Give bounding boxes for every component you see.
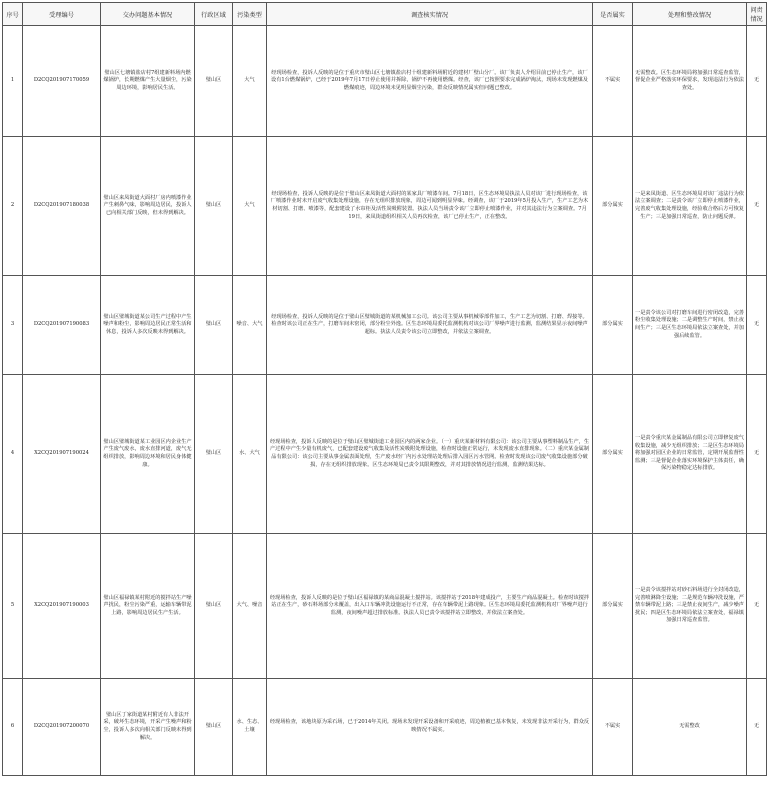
cell-district: 璧山区 [195, 375, 233, 534]
table-header-row [3, 3, 767, 26]
cell-accountability: 无 [747, 137, 767, 276]
table-row [3, 276, 767, 375]
cell-handling: 一是来凤街道、区生态环境局对该厂违法行为依法立案调查；二是责令该厂立即停止喷漆作业，完善废气收集处理设施，经验收合格后方可恢复生产；三是加强日常巡查，防止问题反弹。 [633, 137, 747, 276]
cell-accountability: 无 [747, 276, 767, 375]
cell-index: 4 [3, 375, 23, 534]
cell-handling: 一是责令该公司对打磨车间进行密闭改造，完善粉尘收集处理设施；二是调整生产时间，禁止夜间生产；三是区生态环境局依法立案查处，并加强后续监管。 [633, 276, 747, 375]
cell-index: 5 [3, 534, 23, 679]
table-row [3, 375, 767, 534]
cell-investigation: 经现场检查，投诉人反映的是位于璧山区璧城街道的某机械加工公司。该公司主要从事机械零部件加工，生产工艺为切割、打磨、焊接等。检查时该公司正在生产，打磨车间未密闭，部分粉尘外逸。区生态环境局委托监测机构对该公司厂界噪声进行监测，监测结果显示夜间噪声超标。执法人员责令该公司立即整改，并依法立案调查。 [267, 276, 593, 375]
cell-index: 6 [3, 679, 23, 776]
cell-issue: 璧山区璧城街道某工业园区内企业生产产生废气废水，废水直排河道，废气无组织排放，影响周边环境和居民身体健康。 [101, 375, 195, 534]
cell-accountability: 无 [747, 375, 767, 534]
table-row [3, 26, 767, 137]
cell-handling: 一是责令该搅拌站对砂石料场进行全封闭改造，完善喷淋降尘设施；二是规范车辆冲洗设施，严禁车辆带泥上路；三是禁止夜间生产，减少噪声扰民；四是区生态环境局依法立案查处，福禄镇加强日常巡查监管。 [633, 534, 747, 679]
cell-accountability: 无 [747, 26, 767, 137]
header-id: 受理编号 [23, 3, 101, 26]
cell-pollution: 水、生态、土壤 [233, 679, 267, 776]
header-accountability: 问责情况 [747, 3, 767, 26]
cell-pollution: 大气、噪音 [233, 534, 267, 679]
table-row [3, 679, 767, 776]
header-pollution: 污染类型 [233, 3, 267, 26]
cell-district: 璧山区 [195, 679, 233, 776]
cell-id: D2CQ201907180038 [23, 137, 101, 276]
header-investigation: 调查核实情况 [267, 3, 593, 26]
cell-district: 璧山区 [195, 276, 233, 375]
cell-investigation: 经现场检查，投诉人反映的是位于璧山区璧城街道工业园区内的两家企业。（一）重庆某新材料有限公司：该公司主要从事塑料制品生产，生产过程中产生少量有机废气，已配套建设废气收集及活性炭吸附处理设施，检查时设施正常运行，未发现废水直排现象。（二）重庆某金属制品有限公司：该公司主要从事金属表面处理，生产废水经厂内污水处理站处理后排入园区污水管网。检查时发现该公司废气收集设施部分破损，存在无组织排放现象。区生态环境局已责令其限期整改，并对其排放情况进行监测，监测结果达标。 [267, 375, 593, 534]
cell-pollution: 大气 [233, 137, 267, 276]
cell-accountability: 无 [747, 679, 767, 776]
cell-handling: 无需整改。区生态环境局将加强日常巡查监管，督促企业严格落实环保要求，发现违法行为依法查处。 [633, 26, 747, 137]
cell-verified: 部分属实 [593, 276, 633, 375]
cell-accountability: 无 [747, 534, 767, 679]
header-verified: 是否属实 [593, 3, 633, 26]
cell-verified: 不属实 [593, 679, 633, 776]
header-district: 行政区域 [195, 3, 233, 26]
complaints-table [2, 2, 767, 776]
table-row [3, 137, 767, 276]
cell-pollution: 水、大气 [233, 375, 267, 534]
cell-id: D2CQ201907170059 [23, 26, 101, 137]
header-index: 序号 [3, 3, 23, 26]
cell-issue: 璧山区来凤街道大面村厂房内喷漆作业产生刺鼻气味，影响周边居民，投诉人已向相关部门反映，但未得到解决。 [101, 137, 195, 276]
cell-handling: 无需整改 [633, 679, 747, 776]
cell-id: D2CQ201907200070 [23, 679, 101, 776]
cell-verified: 部分属实 [593, 137, 633, 276]
cell-issue: 璧山区丁家街道某村附近有人非法开采，破坏生态环境，开采产生噪声和粉尘，投诉人多次向相关部门反映未得到解决。 [101, 679, 195, 776]
cell-id: D2CQ201907190083 [23, 276, 101, 375]
cell-index: 2 [3, 137, 23, 276]
header-handling: 处理和整改情况 [633, 3, 747, 26]
cell-verified: 部分属实 [593, 534, 633, 679]
header-issue: 交办问题基本情况 [101, 3, 195, 26]
cell-issue: 璧山区七塘镇盐店村7组建新料场内燃煤锅炉，长期燃煤产生大量烟尘，污染周边环境，影响居民生活。 [101, 26, 195, 137]
cell-district: 璧山区 [195, 26, 233, 137]
cell-id: X2CQ201907190024 [23, 375, 101, 534]
cell-district: 璧山区 [195, 534, 233, 679]
cell-index: 3 [3, 276, 23, 375]
cell-id: X2CQ201907190003 [23, 534, 101, 679]
cell-verified: 部分属实 [593, 375, 633, 534]
cell-district: 璧山区 [195, 137, 233, 276]
cell-investigation: 经现场检查，投诉人反映的是位于璧山区福禄镇的某商品混凝土搅拌站。该搅拌站于2018年建成投产，主要生产商品混凝土。检查时该搅拌站正在生产，砂石料场部分未覆盖，出入口车辆冲洗设施运行不正常，存在车辆带泥上路现象。区生态环境局委托监测机构对厂界噪声进行监测，夜间噪声超过排放标准。执法人员已责令该搅拌站立即整改，并依法立案查处。 [267, 534, 593, 679]
cell-investigation: 经现场检查，投诉人反映的是位于重庆市璧山区七塘镇盐店村十组建新料场附近的建材厂壁山分厂。该厂负责人介绍目前已停止生产，该厂设有1台燃煤锅炉，已经于2019年7月17日停止使用并拆除，锅炉不再使用燃煤。经查，该厂已按照要求完成锅炉淘汰，现场未发现燃煤及燃煤痕迹，周边环境未见明显烟尘污染，群众反映情况属实但问题已整改。 [267, 26, 593, 137]
cell-handling: 一是责令重庆某金属制品有限公司立即修复废气收集设施，减少无组织排放；二是区生态环境局将加强对园区企业的日常监管，定期开展监督性监测；三是督促企业落实环境保护主体责任，确保污染物稳定达标排放。 [633, 375, 747, 534]
cell-index: 1 [3, 26, 23, 137]
cell-pollution: 大气 [233, 26, 267, 137]
cell-issue: 璧山区璧城街道某公司生产过程中产生噪声和粉尘，影响周边居民正常生活和休息，投诉人多次反映未得到解决。 [101, 276, 195, 375]
cell-verified: 不属实 [593, 26, 633, 137]
cell-pollution: 噪音、大气 [233, 276, 267, 375]
table-row [3, 534, 767, 679]
cell-investigation: 经现场检查，投诉人反映的是位于璧山区来凤街道大面村的某家具厂喷漆车间。7月18日，区生态环境局执法人员对该厂进行现场检查，该厂喷漆作业时未开启废气收集处理设施，存在无组织排放现象，周边可闻到明显异味。经调查，该厂于2019年5月投入生产，生产工艺为木材切割、打磨、喷漆等，配套建设了水帘柜及活性炭吸附装置。执法人员当场责令该厂立即停止喷漆作业，并对其违法行为立案调查。7月19日，来凤街道组织相关人员再次检查，该厂已停止生产，正在整改。 [267, 137, 593, 276]
cell-investigation: 经现场检查，该地块原为采石场，已于2014年关闭。现场未发现开采设备和开采痕迹，周边植被已基本恢复，未发现非法开采行为，群众反映情况不属实。 [267, 679, 593, 776]
cell-issue: 璧山区福禄镇某村附近的搅拌站生产噪声扰民，粉尘污染严重，运输车辆带泥上路，影响周边居民生产生活。 [101, 534, 195, 679]
